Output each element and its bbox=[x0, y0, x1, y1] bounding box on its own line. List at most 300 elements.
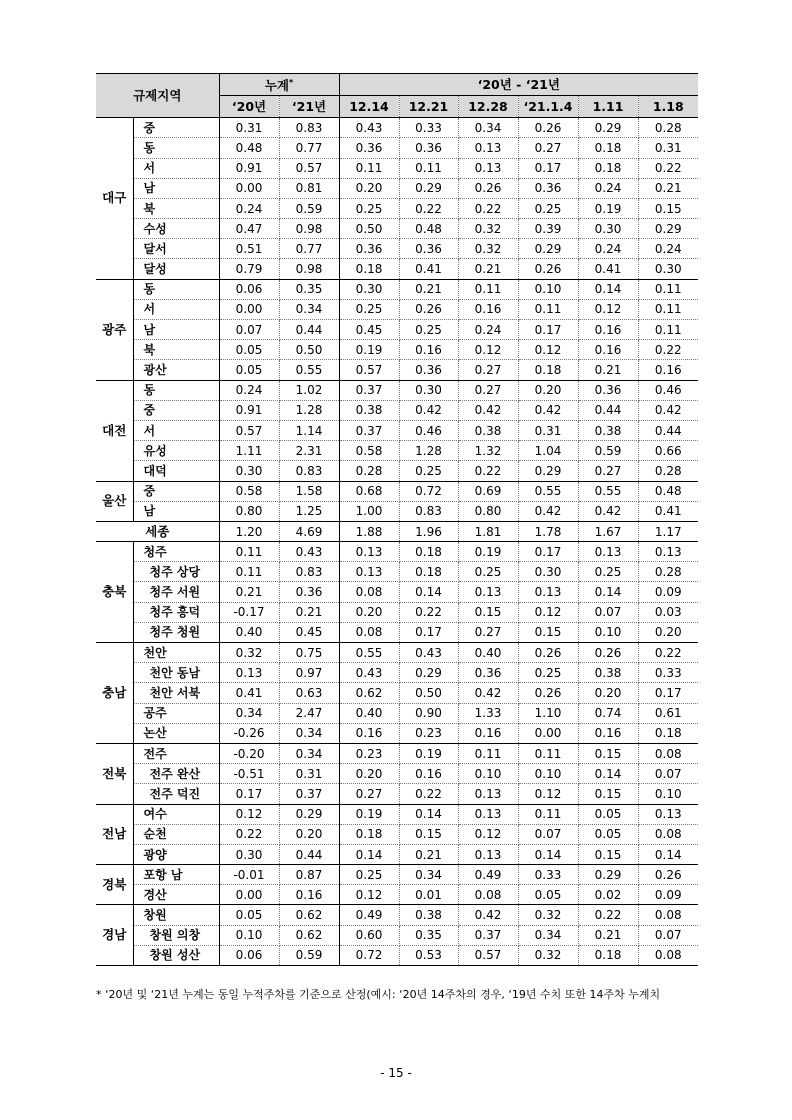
value-cell: 0.08 bbox=[458, 885, 518, 905]
value-cell: 0.11 bbox=[638, 320, 698, 340]
value-cell: 0.25 bbox=[339, 865, 399, 885]
table-row bbox=[96, 239, 698, 259]
district-name: 청주 bbox=[133, 542, 219, 562]
value-cell: 0.16 bbox=[578, 320, 638, 340]
value-cell: 0.10 bbox=[578, 622, 638, 642]
table-row bbox=[96, 279, 698, 299]
value-cell: 0.62 bbox=[339, 683, 399, 703]
value-cell: 0.25 bbox=[518, 663, 578, 683]
value-cell: 0.28 bbox=[638, 118, 698, 138]
district-name: 북 bbox=[133, 198, 219, 218]
value-cell: 0.30 bbox=[578, 219, 638, 239]
value-cell: 0.10 bbox=[458, 764, 518, 784]
district-name: 동 bbox=[133, 279, 219, 299]
value-cell: 0.80 bbox=[219, 501, 279, 521]
value-cell: 0.13 bbox=[339, 542, 399, 562]
region-name: 충북 bbox=[96, 542, 133, 643]
value-cell: 0.13 bbox=[638, 542, 698, 562]
value-cell: 0.22 bbox=[399, 784, 458, 804]
value-cell: 0.83 bbox=[279, 118, 339, 138]
value-cell: 0.63 bbox=[279, 683, 339, 703]
value-cell: 0.29 bbox=[279, 804, 339, 824]
value-cell: -0.20 bbox=[219, 743, 279, 763]
value-cell: 0.07 bbox=[518, 824, 578, 844]
value-cell: 0.11 bbox=[339, 158, 399, 178]
value-cell: 0.74 bbox=[578, 703, 638, 723]
value-cell: -0.01 bbox=[219, 865, 279, 885]
table-row bbox=[96, 461, 698, 481]
value-cell: 0.31 bbox=[518, 420, 578, 440]
region-name: 광주 bbox=[96, 279, 133, 380]
table-row bbox=[96, 219, 698, 239]
value-cell: 0.27 bbox=[458, 622, 518, 642]
region-column-header: 규제지역 bbox=[96, 74, 219, 118]
value-cell: 0.66 bbox=[638, 441, 698, 461]
value-cell: 0.15 bbox=[578, 784, 638, 804]
value-cell: 0.36 bbox=[399, 239, 458, 259]
value-cell: 0.17 bbox=[399, 622, 458, 642]
district-name: 광양 bbox=[133, 844, 219, 864]
value-cell: 0.28 bbox=[339, 461, 399, 481]
table-row bbox=[96, 400, 698, 420]
value-cell: 0.18 bbox=[638, 723, 698, 743]
value-cell: 0.26 bbox=[458, 178, 518, 198]
value-cell: 0.50 bbox=[339, 219, 399, 239]
value-cell: 0.59 bbox=[578, 441, 638, 461]
value-cell: 0.00 bbox=[219, 885, 279, 905]
value-cell: 0.38 bbox=[399, 905, 458, 925]
value-cell: 0.55 bbox=[518, 481, 578, 501]
value-cell: 0.26 bbox=[399, 299, 458, 319]
value-cell: 2.47 bbox=[279, 703, 339, 723]
value-cell: 0.23 bbox=[339, 743, 399, 763]
value-cell: 0.06 bbox=[219, 945, 279, 965]
region-name: 전남 bbox=[96, 804, 133, 865]
value-cell: 0.05 bbox=[518, 885, 578, 905]
value-cell: 0.19 bbox=[339, 340, 399, 360]
value-cell: 0.47 bbox=[219, 219, 279, 239]
value-cell: 1.25 bbox=[279, 501, 339, 521]
value-cell: 0.12 bbox=[518, 784, 578, 804]
value-cell: 0.81 bbox=[279, 178, 339, 198]
value-cell: 0.83 bbox=[279, 562, 339, 582]
table-row bbox=[96, 703, 698, 723]
table-row bbox=[96, 198, 698, 218]
value-cell: 0.18 bbox=[578, 158, 638, 178]
week-header: 1.18 bbox=[638, 96, 698, 118]
value-cell: 0.27 bbox=[458, 380, 518, 400]
value-cell: 0.19 bbox=[458, 542, 518, 562]
value-cell: 0.21 bbox=[219, 582, 279, 602]
value-cell: 0.37 bbox=[458, 925, 518, 945]
value-cell: 0.38 bbox=[578, 663, 638, 683]
value-cell: 0.26 bbox=[518, 683, 578, 703]
value-cell: 0.32 bbox=[518, 945, 578, 965]
value-cell: 0.98 bbox=[279, 259, 339, 279]
table-row bbox=[96, 663, 698, 683]
table-row bbox=[96, 885, 698, 905]
value-cell: 0.22 bbox=[638, 340, 698, 360]
value-cell: 0.62 bbox=[279, 905, 339, 925]
value-cell: 0.33 bbox=[518, 865, 578, 885]
region-name: 경남 bbox=[96, 905, 133, 966]
district-name: 동 bbox=[133, 380, 219, 400]
value-cell: 0.22 bbox=[638, 643, 698, 663]
value-cell: 0.90 bbox=[399, 703, 458, 723]
region-name: 울산 bbox=[96, 481, 133, 521]
table-row bbox=[96, 804, 698, 824]
value-cell: 0.48 bbox=[638, 481, 698, 501]
value-cell: 0.10 bbox=[638, 784, 698, 804]
week-header: 12.28 bbox=[458, 96, 518, 118]
value-cell: 0.01 bbox=[399, 885, 458, 905]
table-header bbox=[96, 74, 698, 118]
value-cell: 0.35 bbox=[399, 925, 458, 945]
weekly-period-header: ‘20년 - ‘21년 bbox=[339, 74, 698, 96]
value-cell: 0.55 bbox=[339, 643, 399, 663]
value-cell: 0.25 bbox=[518, 198, 578, 218]
value-cell: 0.32 bbox=[458, 239, 518, 259]
value-cell: 0.42 bbox=[458, 683, 518, 703]
value-cell: 0.20 bbox=[638, 622, 698, 642]
value-cell: 0.22 bbox=[219, 824, 279, 844]
value-cell: 0.83 bbox=[399, 501, 458, 521]
value-cell: 1.17 bbox=[638, 521, 698, 541]
cum-year-2020-header: ‘20년 bbox=[219, 96, 279, 118]
value-cell: 0.13 bbox=[339, 562, 399, 582]
value-cell: 0.22 bbox=[399, 602, 458, 622]
value-cell: 1.20 bbox=[219, 521, 279, 541]
value-cell: 0.46 bbox=[399, 420, 458, 440]
value-cell: 0.18 bbox=[339, 824, 399, 844]
district-name: 유성 bbox=[133, 441, 219, 461]
value-cell: 0.13 bbox=[458, 138, 518, 158]
value-cell: 0.43 bbox=[399, 643, 458, 663]
table-row bbox=[96, 320, 698, 340]
value-cell: 0.11 bbox=[399, 158, 458, 178]
district-name: 천안 동남 bbox=[133, 663, 219, 683]
value-cell: 0.07 bbox=[578, 602, 638, 622]
value-cell: 0.41 bbox=[399, 259, 458, 279]
value-cell: 0.41 bbox=[578, 259, 638, 279]
value-cell: 0.21 bbox=[638, 178, 698, 198]
table-row bbox=[96, 905, 698, 925]
value-cell: 0.13 bbox=[458, 582, 518, 602]
table-row bbox=[96, 299, 698, 319]
value-cell: 0.72 bbox=[339, 945, 399, 965]
cumulative-header bbox=[219, 74, 339, 96]
value-cell: 0.79 bbox=[219, 259, 279, 279]
district-name: 전주 덕진 bbox=[133, 784, 219, 804]
region-name: 대전 bbox=[96, 380, 133, 481]
value-cell: 0.19 bbox=[399, 743, 458, 763]
value-cell: 0.25 bbox=[339, 198, 399, 218]
region-name: 전북 bbox=[96, 743, 133, 804]
value-cell: 0.37 bbox=[279, 784, 339, 804]
table-row bbox=[96, 743, 698, 763]
value-cell: 0.13 bbox=[518, 582, 578, 602]
value-cell: 0.32 bbox=[219, 643, 279, 663]
district-name: 동 bbox=[133, 138, 219, 158]
value-cell: 0.30 bbox=[518, 562, 578, 582]
table-row bbox=[96, 582, 698, 602]
value-cell: 0.62 bbox=[279, 925, 339, 945]
value-cell: 0.80 bbox=[458, 501, 518, 521]
table-row bbox=[96, 360, 698, 380]
value-cell: 4.69 bbox=[279, 521, 339, 541]
value-cell: 0.50 bbox=[279, 340, 339, 360]
district-name: 공주 bbox=[133, 703, 219, 723]
value-cell: 0.09 bbox=[638, 582, 698, 602]
value-cell: 0.29 bbox=[578, 865, 638, 885]
value-cell: 0.48 bbox=[219, 138, 279, 158]
value-cell: 2.31 bbox=[279, 441, 339, 461]
value-cell: 0.14 bbox=[578, 279, 638, 299]
value-cell: 0.15 bbox=[518, 622, 578, 642]
value-cell: 0.87 bbox=[279, 865, 339, 885]
value-cell: 0.17 bbox=[638, 683, 698, 703]
table-row bbox=[96, 865, 698, 885]
value-cell: 0.00 bbox=[219, 178, 279, 198]
value-cell: 0.13 bbox=[458, 804, 518, 824]
district-name: 청주 서원 bbox=[133, 582, 219, 602]
value-cell: 0.07 bbox=[638, 764, 698, 784]
table-row bbox=[96, 501, 698, 521]
value-cell: 1.67 bbox=[578, 521, 638, 541]
value-cell: 0.11 bbox=[638, 279, 698, 299]
value-cell: 0.13 bbox=[458, 784, 518, 804]
value-cell: 0.27 bbox=[578, 461, 638, 481]
value-cell: 0.27 bbox=[339, 784, 399, 804]
region-name: 경북 bbox=[96, 865, 133, 905]
footnote: * ‘20년 및 ‘21년 누계는 동일 누적주차를 기준으로 산정(예시: ‘20년 14주차의 경우, ‘19년 수치 또한 14주차 누계치 bbox=[96, 988, 661, 1001]
value-cell: 0.18 bbox=[399, 542, 458, 562]
district-name: 대덕 bbox=[133, 461, 219, 481]
value-cell: 0.20 bbox=[339, 602, 399, 622]
value-cell: 0.98 bbox=[279, 219, 339, 239]
value-cell: 0.41 bbox=[219, 683, 279, 703]
value-cell: 0.20 bbox=[518, 380, 578, 400]
table-row bbox=[96, 784, 698, 804]
district-name: 달성 bbox=[133, 259, 219, 279]
page-number: - 15 - bbox=[380, 1066, 412, 1080]
district-name: 창원 의창 bbox=[133, 925, 219, 945]
value-cell: 0.12 bbox=[518, 340, 578, 360]
value-cell: 0.14 bbox=[578, 764, 638, 784]
region-name: 충남 bbox=[96, 643, 133, 744]
value-cell: 0.27 bbox=[458, 360, 518, 380]
value-cell: 0.05 bbox=[578, 804, 638, 824]
value-cell: 0.29 bbox=[578, 118, 638, 138]
table-row bbox=[96, 723, 698, 743]
district-name: 남 bbox=[133, 178, 219, 198]
value-cell: 0.35 bbox=[279, 279, 339, 299]
value-cell: 0.15 bbox=[458, 602, 518, 622]
value-cell: 0.18 bbox=[339, 259, 399, 279]
value-cell: 0.26 bbox=[518, 259, 578, 279]
table-row bbox=[96, 562, 698, 582]
value-cell: 0.18 bbox=[578, 138, 638, 158]
value-cell: 0.32 bbox=[458, 219, 518, 239]
cumulative-label: 누계 bbox=[264, 78, 289, 94]
value-cell: 0.38 bbox=[458, 420, 518, 440]
value-cell: 0.11 bbox=[458, 743, 518, 763]
value-cell: 0.11 bbox=[518, 743, 578, 763]
value-cell: 0.00 bbox=[219, 299, 279, 319]
value-cell: 1.32 bbox=[458, 441, 518, 461]
value-cell: 0.22 bbox=[458, 461, 518, 481]
district-name: 중 bbox=[133, 118, 219, 138]
value-cell: 0.97 bbox=[279, 663, 339, 683]
value-cell: 0.30 bbox=[399, 380, 458, 400]
value-cell: 1.14 bbox=[279, 420, 339, 440]
table-row bbox=[96, 602, 698, 622]
value-cell: 1.04 bbox=[518, 441, 578, 461]
week-header: ‘21.1.4 bbox=[518, 96, 578, 118]
value-cell: 0.55 bbox=[578, 481, 638, 501]
value-cell: 0.91 bbox=[219, 400, 279, 420]
value-cell: 0.27 bbox=[518, 138, 578, 158]
value-cell: 0.14 bbox=[638, 844, 698, 864]
value-cell: 1.00 bbox=[339, 501, 399, 521]
value-cell: 0.18 bbox=[518, 360, 578, 380]
value-cell: 0.10 bbox=[518, 764, 578, 784]
table-row bbox=[96, 622, 698, 642]
value-cell: 0.08 bbox=[339, 582, 399, 602]
value-cell: 0.08 bbox=[339, 622, 399, 642]
value-cell: 0.34 bbox=[458, 118, 518, 138]
value-cell: 0.17 bbox=[518, 542, 578, 562]
value-cell: 0.22 bbox=[399, 198, 458, 218]
value-cell: 1.11 bbox=[219, 441, 279, 461]
value-cell: 0.22 bbox=[458, 198, 518, 218]
table-row bbox=[96, 521, 698, 541]
value-cell: 0.25 bbox=[339, 299, 399, 319]
value-cell: 0.22 bbox=[578, 905, 638, 925]
region-name: 대구 bbox=[96, 118, 133, 280]
value-cell: 0.42 bbox=[518, 400, 578, 420]
value-cell: 0.26 bbox=[518, 643, 578, 663]
value-cell: 0.08 bbox=[638, 743, 698, 763]
value-cell: 0.36 bbox=[458, 663, 518, 683]
value-cell: 0.17 bbox=[518, 320, 578, 340]
value-cell: 0.17 bbox=[219, 784, 279, 804]
district-name: 논산 bbox=[133, 723, 219, 743]
value-cell: 0.16 bbox=[279, 885, 339, 905]
value-cell: 0.09 bbox=[638, 885, 698, 905]
table-row bbox=[96, 178, 698, 198]
value-cell: 0.12 bbox=[518, 602, 578, 622]
value-cell: 0.07 bbox=[638, 925, 698, 945]
value-cell: 0.12 bbox=[339, 885, 399, 905]
value-cell: 0.21 bbox=[578, 925, 638, 945]
value-cell: 0.11 bbox=[219, 562, 279, 582]
value-cell: 0.44 bbox=[279, 320, 339, 340]
value-cell: 0.14 bbox=[399, 582, 458, 602]
value-cell: 0.24 bbox=[219, 198, 279, 218]
value-cell: 0.28 bbox=[638, 461, 698, 481]
value-cell: 0.36 bbox=[399, 138, 458, 158]
value-cell: 0.17 bbox=[518, 158, 578, 178]
value-cell: 0.16 bbox=[458, 299, 518, 319]
value-cell: 0.33 bbox=[399, 118, 458, 138]
value-cell: 0.37 bbox=[339, 420, 399, 440]
value-cell: 0.59 bbox=[279, 198, 339, 218]
value-cell: 0.31 bbox=[219, 118, 279, 138]
value-cell: 0.16 bbox=[399, 764, 458, 784]
value-cell: 0.12 bbox=[458, 824, 518, 844]
value-cell: 1.78 bbox=[518, 521, 578, 541]
table-row bbox=[96, 380, 698, 400]
value-cell: 0.44 bbox=[578, 400, 638, 420]
value-cell: 0.41 bbox=[638, 501, 698, 521]
value-cell: 0.07 bbox=[219, 320, 279, 340]
value-cell: 0.36 bbox=[578, 380, 638, 400]
district-name: 남 bbox=[133, 320, 219, 340]
value-cell: 0.16 bbox=[339, 723, 399, 743]
cumulative-footnote-mark: * bbox=[288, 78, 294, 87]
value-cell: 0.16 bbox=[638, 360, 698, 380]
value-cell: 0.16 bbox=[578, 340, 638, 360]
value-cell: 0.08 bbox=[638, 824, 698, 844]
table-row bbox=[96, 340, 698, 360]
value-cell: 0.26 bbox=[638, 865, 698, 885]
value-cell: 0.11 bbox=[518, 804, 578, 824]
value-cell: -0.17 bbox=[219, 602, 279, 622]
value-cell: 0.42 bbox=[518, 501, 578, 521]
value-cell: 0.20 bbox=[279, 824, 339, 844]
district-name: 달서 bbox=[133, 239, 219, 259]
value-cell: -0.51 bbox=[219, 764, 279, 784]
value-cell: 0.05 bbox=[219, 360, 279, 380]
value-cell: 0.60 bbox=[339, 925, 399, 945]
value-cell: 0.24 bbox=[638, 239, 698, 259]
table-row bbox=[96, 764, 698, 784]
value-cell: 0.51 bbox=[219, 239, 279, 259]
value-cell: 0.45 bbox=[279, 622, 339, 642]
value-cell: 0.55 bbox=[279, 360, 339, 380]
week-header: 1.11 bbox=[578, 96, 638, 118]
value-cell: 0.14 bbox=[399, 804, 458, 824]
value-cell: 0.16 bbox=[458, 723, 518, 743]
district-name: 포항 남 bbox=[133, 865, 219, 885]
value-cell: 0.49 bbox=[339, 905, 399, 925]
value-cell: 0.30 bbox=[339, 279, 399, 299]
table-row bbox=[96, 259, 698, 279]
value-cell: 0.30 bbox=[638, 259, 698, 279]
value-cell: 0.39 bbox=[518, 219, 578, 239]
district-name: 전주 완산 bbox=[133, 764, 219, 784]
value-cell: 0.12 bbox=[219, 804, 279, 824]
price-change-table bbox=[96, 73, 698, 966]
value-cell: 0.28 bbox=[638, 562, 698, 582]
district-name: 서 bbox=[133, 158, 219, 178]
value-cell: 1.88 bbox=[339, 521, 399, 541]
value-cell: 0.30 bbox=[219, 461, 279, 481]
value-cell: 0.02 bbox=[578, 885, 638, 905]
value-cell: 0.57 bbox=[219, 420, 279, 440]
table-row bbox=[96, 925, 698, 945]
value-cell: 0.29 bbox=[518, 461, 578, 481]
value-cell: 0.14 bbox=[578, 582, 638, 602]
value-cell: 0.15 bbox=[399, 824, 458, 844]
value-cell: 0.29 bbox=[399, 663, 458, 683]
value-cell: 0.43 bbox=[339, 663, 399, 683]
value-cell: 0.13 bbox=[638, 804, 698, 824]
value-cell: 0.77 bbox=[279, 239, 339, 259]
value-cell: 0.18 bbox=[399, 562, 458, 582]
district-name: 청주 상당 bbox=[133, 562, 219, 582]
